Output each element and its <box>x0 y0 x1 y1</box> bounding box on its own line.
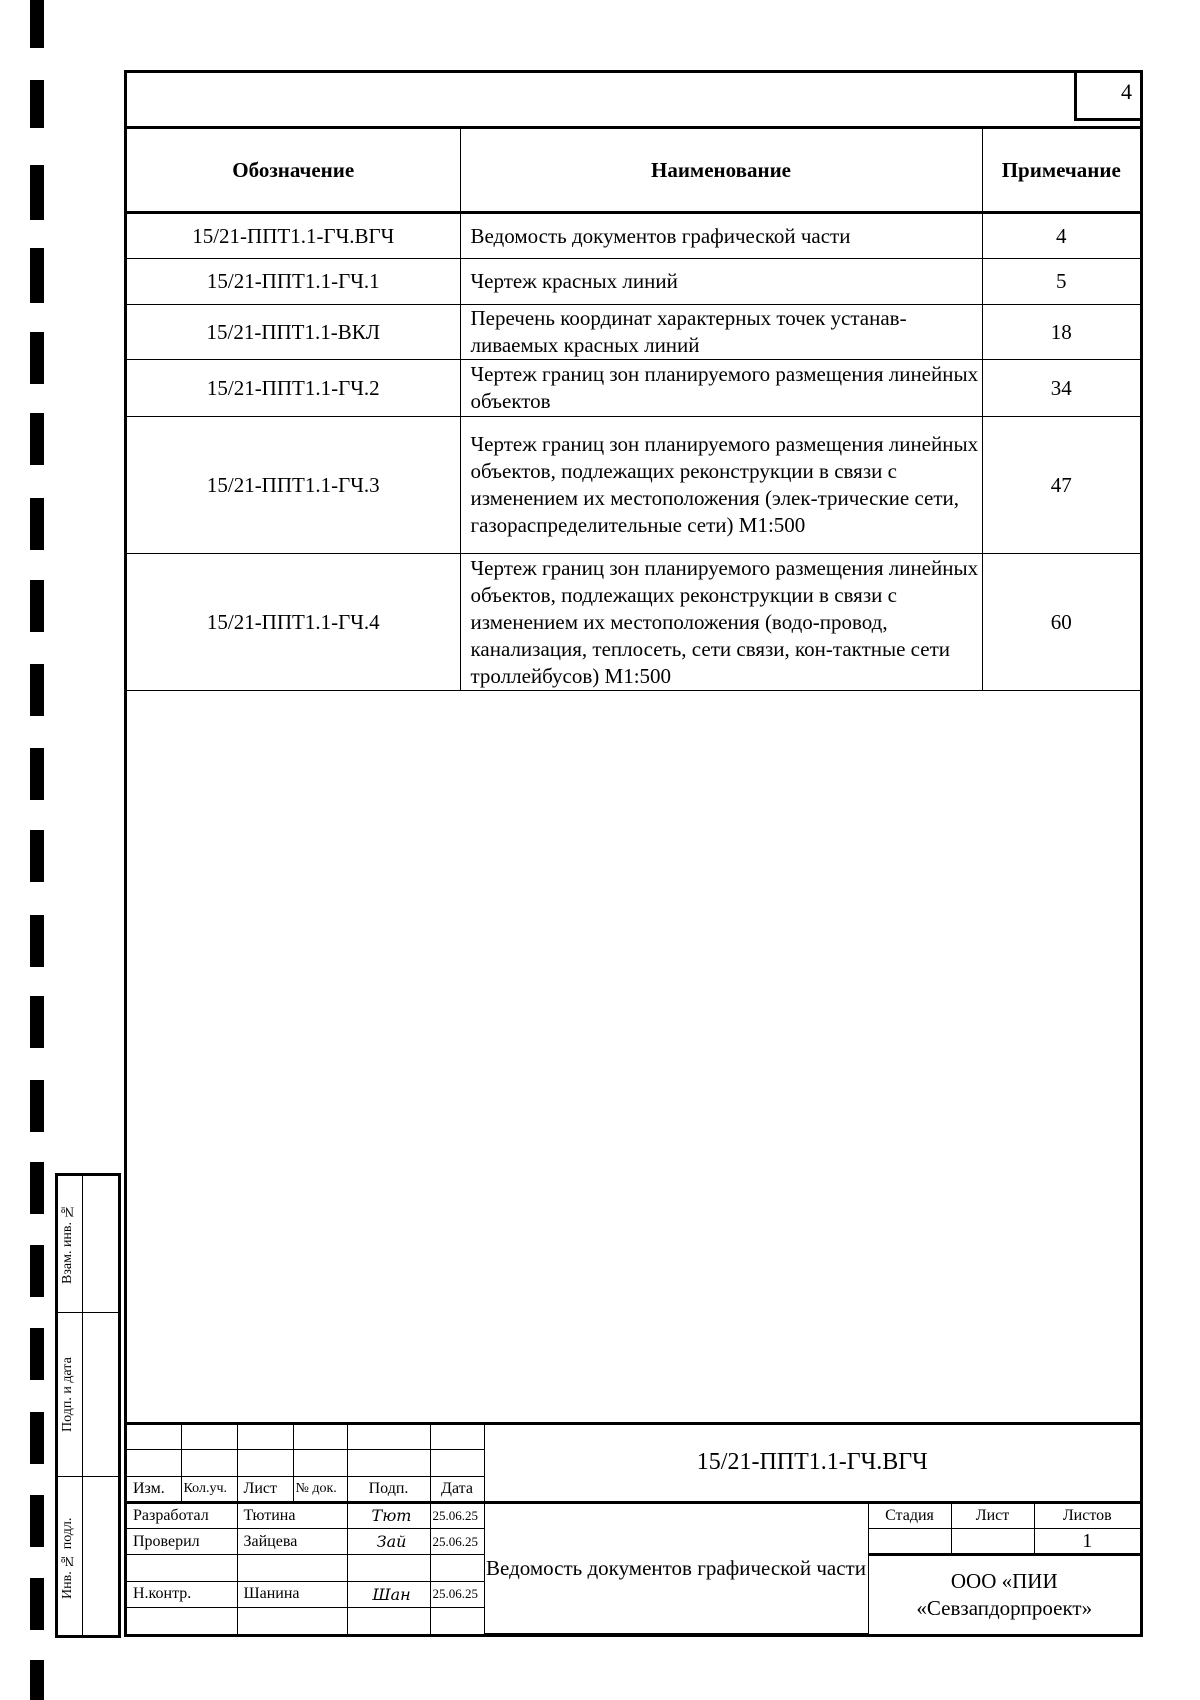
side-row-divider <box>58 1476 118 1477</box>
title-block <box>127 1422 1140 1634</box>
row-designation: 15/21-ППТ1.1-ГЧ.1 <box>127 259 460 305</box>
header-note: Примечание <box>982 128 1140 213</box>
row-name: Чертеж границ зон планируемого размещения линейных объектов <box>460 360 982 417</box>
table-row <box>127 554 1140 691</box>
col-izm: Изм. <box>127 1476 181 1502</box>
row-designation: 15/21-ППТ1.1-ГЧ.4 <box>127 554 460 691</box>
role-checked: Проверил <box>127 1529 237 1555</box>
side-margin-table <box>55 1173 121 1638</box>
signature-norm-control: Шан <box>347 1581 430 1607</box>
row-name: Чертеж границ зон планируемого размещения линейных объектов, подлежащих реконструкции в связи с изменением их местоположения (элек-трические сети, газораспределительные сети) М1:500 <box>460 417 982 554</box>
table-row <box>127 360 1140 417</box>
header-name: Наименование <box>460 128 982 213</box>
name-norm-control: Шанина <box>237 1581 347 1607</box>
date-checked: 25.06.25 <box>430 1529 484 1555</box>
organization: ООО «ПИИ «Севзапдорпроект» <box>868 1555 1140 1634</box>
side-divider <box>82 1176 83 1635</box>
header-designation: Обозначение <box>127 128 460 213</box>
date-norm-control: 25.06.25 <box>430 1581 484 1607</box>
date-developed: 25.06.25 <box>430 1502 484 1528</box>
row-note: 60 <box>982 554 1140 691</box>
page-number: 4 <box>1074 73 1140 121</box>
table-row <box>127 305 1140 360</box>
table-row <box>127 417 1140 554</box>
row-note: 4 <box>982 213 1140 259</box>
table-header <box>127 128 1140 213</box>
label-sheet: Лист <box>951 1502 1034 1528</box>
side-row-divider <box>58 1312 118 1313</box>
doc-code: 15/21-ППТ1.1-ГЧ.ВГЧ <box>484 1424 1140 1503</box>
col-kol: Кол.уч. <box>181 1476 237 1502</box>
row-name: Чертеж красных линий <box>460 259 982 305</box>
row-note: 47 <box>982 417 1140 554</box>
documents-table <box>127 126 1140 691</box>
name-checked: Зайцева <box>237 1529 347 1555</box>
role-developed: Разработал <box>127 1502 237 1528</box>
table-row <box>127 213 1140 259</box>
row-note: 34 <box>982 360 1140 417</box>
side-label-inv: Инв. № подл. <box>60 1517 75 1599</box>
side-label-vzam: Взам. инв. № <box>60 1203 75 1285</box>
signature-checked: Зай <box>347 1529 430 1555</box>
col-list: Лист <box>237 1476 293 1502</box>
name-developed: Тютина <box>237 1502 347 1528</box>
row-designation: 15/21-ППТ1.1-ГЧ.2 <box>127 360 460 417</box>
side-label-podp: Подп. и дата <box>60 1357 75 1433</box>
document-frame <box>124 70 1143 1637</box>
col-ndoc: № док. <box>293 1476 347 1502</box>
row-designation: 15/21-ППТ1.1-ВКЛ <box>127 305 460 360</box>
row-name: Чертеж границ зон планируемого размещения линейных объектов, подлежащих реконструкции в связи с изменением их местоположения (водо-провод, канализация, теплосеть, сети связи, кон-тактные сети троллейбусов) М1:500 <box>460 554 982 691</box>
role-norm-control: Н.контр. <box>127 1581 237 1607</box>
row-designation: 15/21-ППТ1.1-ГЧ.ВГЧ <box>127 213 460 259</box>
col-data: Дата <box>430 1476 484 1502</box>
table-row <box>127 259 1140 305</box>
sheets-value: 1 <box>1034 1529 1140 1555</box>
row-designation: 15/21-ППТ1.1-ГЧ.3 <box>127 417 460 554</box>
signature-developed: Тют <box>347 1502 430 1528</box>
document-title: Ведомость документов графической части <box>484 1502 868 1633</box>
row-name: Ведомость документов графической части <box>460 213 982 259</box>
row-name: Перечень координат характерных точек устанав-ливаемых красных линий <box>460 305 982 360</box>
label-sheets: Листов <box>1034 1502 1140 1528</box>
row-note: 18 <box>982 305 1140 360</box>
col-podp: Подп. <box>347 1476 430 1502</box>
label-stage: Стадия <box>868 1502 951 1528</box>
row-note: 5 <box>982 259 1140 305</box>
